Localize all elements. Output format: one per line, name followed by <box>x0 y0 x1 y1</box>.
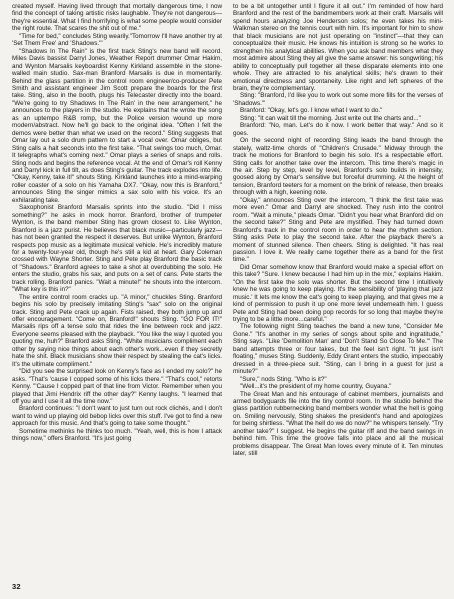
paragraph: Saxophonist Branford Marsalis sprints into the studio. "Did I miss something?" he asks in mock horror. Branford, brother of trumpeter Wynton, is the band member Sting has grown closest to. Like Wynton, Branford is a jazz purist. He believes that black music—particularly jazz—has not been granted the respect it deserves. But unlike Wynton, Branford respects pop music as a legitimate musical vehicle. He's incredibly mature for a twenty-four-year old, though he's still a kid at heart. Gary Coleman crossed with Wayne Shorter. Sting and Pete play Branford the basic track of "Shadows." Branford agrees to take a shot at overdubbing the solo. He enters the studio, grabs his sax, and puts on a set of cans. Pete starts the track rolling. Branford panics. "Wait a minute!" he shouts into the intercom. "What key is this in?" <box>12 204 222 294</box>
paragraph: Sting: "Branford, I'd like you to work out some more fills for the verses of 'Shadows.'" <box>233 92 443 107</box>
paragraph: "Sure," nods Sting. "Who is it?" <box>240 375 327 383</box>
paragraph: to be a bit untogether until I figure it all out." I'm reminded of how hard Branford and the rest of the bandmembers work at their craft. Marsalis will spend hours analyzing Joe Henderson solos; he even takes his mini-Walkman stereo on the tennis court with him. It's important for him to show that black musicians are not just operating on "instinct"—that they can conceptualize their music. He knows his intuition is strong so he works to strengthen his analytical abilities. When you ask band members what they most admire about Sting they all give the same answer: his songwriting; his ability to conceptually pull together all these disparate elements into one whole. They are attracted to his analytical skills; he's drawn to their emotional directness and spontaneity. Like right and left spheres of the brain, they're complementary. <box>233 3 443 92</box>
paragraph: On the second night of recording Sting leads the band through the stately, waltz-time chords of "Children's Crusade." Midway through the track he motions for Branford to begin his solo. It's a respectable effort. Sting calls for another take over the intercom. This time there's magic in the air. Step by step, level by level, Branford's solo builds in intensity, goosed along by Omar's sensitive but forceful drumming. At the height of tension, Branford teeters for a moment on the brink of release, then breaks through with a high, keening note. <box>233 137 443 197</box>
paragraph: "Did you see the surprised look on Kenny's face as I ended my solo?" he asks. "That's 'cause I copped some of his licks there." "That's cool," retorts Kenny. "'Cause I copped part of that line from Victor. Remember when you played that Jimi Hendrix riff the other day?" Kenny laughs. "I learned that off you and I use it all the time now." <box>12 368 222 406</box>
paragraph: Branford continues: "I don't want to just turn out rock clichés, and I don't want to wind up playing old bebop licks over this stuff. I've got to find a new approach for this music. And that's going to take some thought." <box>12 405 222 428</box>
paragraph: The following night Sting teaches the band a new tune, "Consider Me Gone." "It's another in my series of songs about spite and ingratitude," Sting says. "Like 'Demolition Man' and 'Don't Stand So Close To Me.'" The band attempts three or four takes, but the feel isn't right. "It just isn't floating," muses Sting. Suddenly, Eddy Grant enters the studio, impeccably dressed in a three-piece suit. "Sting, can I bring in a guest for just a minute?" <box>233 323 443 376</box>
paragraph: Sometime methinks he thinks too much. "Yeah, well, this is how I attack things now," offers Branford. "It's just going <box>12 427 222 443</box>
paragraph: Branford: "Okay, let's go. I know what I want to do." <box>240 107 383 115</box>
article-body <box>12 3 443 579</box>
left-column <box>12 3 222 579</box>
paragraph: The Great Man and his entourage of cabinet members, journalists and armed bodyguards file into the tiny control room. In the studio behind the glass partition rubbernecking band members wonder what the hell is going on. Smiling nervously, Sting shakes the president's hand and apologizes for being shirtless. "What the hell do we do now?" he whispers tensely. "Try another take?" I suggest. He begins the guitar riff and the band swings in behind him. This time the groove falls into place and all the musical problems disappear. The Great Man loves every minute of it. Ten minutes later, still <box>233 390 443 458</box>
paragraph: Did Omar somehow know that Branford would make a special effort on this take? "Sure. I knew because I had him up in the mix," explains Hakim. "On the first take the solo was shorter. But the second time I intuitively knew he was going to keep playing. It's the sensibility of 'playing that jazz music.' It lets me know the cat's going to keep playing, and that gives me a kind of permission to push it up one more level underneath him. I guess Pete and Sting had been doing pop records for so long that maybe they're trying to be a little more...careful." <box>233 263 443 324</box>
paragraph: Sting: "It can wait till the morning. Just write out the charts and..." <box>240 114 421 122</box>
right-column <box>233 3 443 579</box>
paragraph: Branford: "No, man. Let's do it now. I work better that way." And so it goes. <box>233 122 443 137</box>
paragraph: "Shadows In The Rain" is the first track Sting's new band will record. Miles Davis bassist Darryl Jones, Weather Report drummer Omar Hakim, and Wynton Marsalis keyboardist Kenny Kirkland assemble in the stone-walled main studio. Sax-man Branford Marsalis is due in momentarily. Behind the glass partition in the control room engineer/co-producer Pete Smith and assistant engineer Jim Scott prepare the boards for the first take. Sting, also in the booth, plugs his Telecaster directly into the board. "We're going to try Shadows In The Rain' in the new arrangement," he announces to the players in the studio. He explains that he wrote the song as an uptempo R&B romp, but the Police version wound up more modern/abstract. Now he'll go back to the original idea. "Often I felt the demos were better than what we used on the record." Sting suggests that Omar lay out a solo drum pattern to start a vocal over. Omar obliges, but Sting calls a halt seconds into the first take. "That swings too much, Omar. It telegraphs what's coming next." Omar plays a series of snaps and rolls. Sting nods and begins the reference vocal. At the end of Omar's roll Kenny and Darryl kick in full tilt, as does Sting's guitar. The track explodes into life. "Okay, Kenny, take it!" shouts Sting. Kirkland launches into a mind-warping roller coaster of a solo on his Yamaha DX7. "Okay, now this is Branford," announces Sting the singer mimics a sax solo with his voice. It's an exhilarating take. <box>12 47 222 204</box>
paragraph: "Well...it's the president of my home country, Guyana." <box>240 383 392 391</box>
paragraph: "Time for bed," concludes Sting wearily."Tomorrow I'll have another try at 'Set Them Free' and 'Shadows.'" <box>12 32 222 48</box>
paragraph: "Okay," announces Sting over the intercom, "I think the first take was more even." Omar and Darryl are shocked. They rush into the control room. "Wait a minute," pleads Omar. "Didn't you hear what Branford did on the second take?" Sting and Pete are mystified. They had turned down Branford's track in the control room in order to hear the rhythm section. Sting asks Pete to play the second take. After the playback there's a moment of stunned silence. Then cheers. Sting is delighted. "It has real passion. I love it. We really came together there as a band for the first time." <box>233 196 443 264</box>
paragraph: created myself. Having lived through that mortally dangerous time, I now find the concept of taking artistic risks laughable. They're not dangerous—they're essential. What I find horrifying is what some people would consider the right route. That scares the shit out of me." <box>12 3 222 33</box>
paragraph: The entire control room cracks up. "A minor," chuckles Sting. Branford begins his solo by precisely imitating Sting's "sax" solo on the original track. Sting and Pete crack up again. Fists raised, they both jump up and offer encouragement. "Come on, Branford!" shouts Sting. "GO FOR IT!" Marsalis rips off a tense solo that rides the line between rock and jazz. Everyone seems pleased with the playback. "You like the way I quoted you quoting me, huh?" Branford asks Sting. "White musicians compliment each other by saying nice things about each other's work...even if they secretly hate the shit. Black musicians show their respect by stealing the cat's licks. It's the ultimate compliment." <box>12 293 222 368</box>
page-number: 32 <box>12 582 21 591</box>
